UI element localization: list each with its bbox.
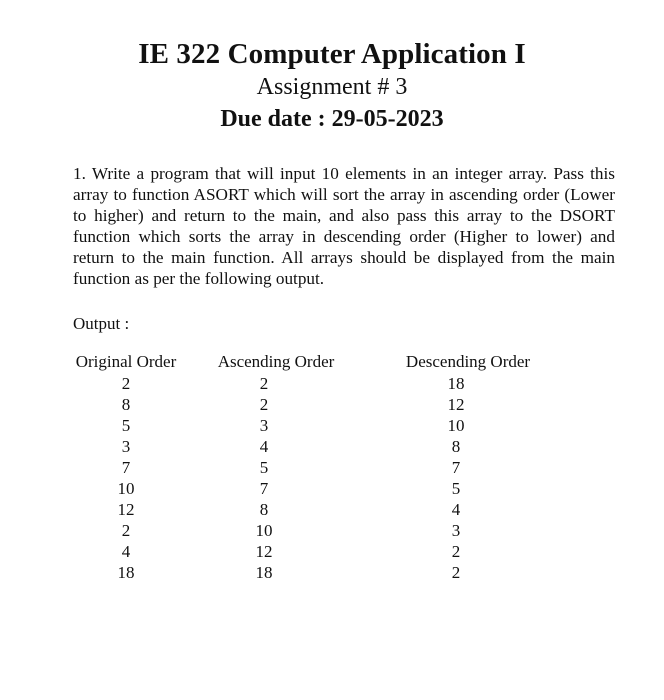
ascending-value: 5 bbox=[259, 458, 269, 477]
original-order-values bbox=[96, 373, 156, 583]
ascending-value: 12 bbox=[255, 542, 273, 561]
descending-value: 10 bbox=[447, 416, 465, 435]
original-value: 2 bbox=[121, 521, 131, 540]
output-label: Output : bbox=[73, 314, 130, 333]
due-date: Due date : 29-05-2023 bbox=[220, 106, 444, 132]
descending-value: 3 bbox=[451, 521, 461, 540]
original-order-header: Original Order bbox=[75, 352, 177, 371]
descending-value: 7 bbox=[451, 458, 461, 477]
original-value: 5 bbox=[121, 416, 131, 435]
ascending-value: 18 bbox=[255, 563, 273, 582]
descending-value: 2 bbox=[451, 563, 461, 582]
descending-value: 4 bbox=[451, 500, 461, 519]
original-value: 10 bbox=[117, 479, 135, 498]
ascending-value: 8 bbox=[259, 500, 269, 519]
ascending-value: 4 bbox=[259, 437, 269, 456]
original-value: 7 bbox=[121, 458, 131, 477]
ascending-order-header: Ascending Order bbox=[217, 352, 335, 371]
document-title: IE 322 Computer Application I bbox=[138, 38, 526, 70]
descending-value: 2 bbox=[451, 542, 461, 561]
descending-value: 18 bbox=[447, 374, 465, 393]
descending-order-values bbox=[426, 373, 486, 583]
ascending-value: 2 bbox=[259, 395, 269, 414]
assignment-subtitle: Assignment # 3 bbox=[256, 74, 408, 100]
ascending-value: 7 bbox=[259, 479, 269, 498]
ascending-value: 3 bbox=[259, 416, 269, 435]
question-text: 1. Write a program that will input 10 elements in an integer array. Pass this array to function ASORT which will sort the array in ascending order (Lower to higher) and return to the main, and also pass this array to the DSORT function which sorts the array in descending order (Higher to lower) and return to the main function. All arrays should be displayed from the main function as per the following output. bbox=[73, 164, 615, 288]
descending-value: 12 bbox=[447, 395, 465, 414]
ascending-value: 2 bbox=[259, 374, 269, 393]
original-value: 8 bbox=[121, 395, 131, 414]
original-value: 4 bbox=[121, 542, 131, 561]
ascending-value: 10 bbox=[255, 521, 273, 540]
original-value: 3 bbox=[121, 437, 131, 456]
ascending-order-values bbox=[234, 373, 294, 583]
original-value: 12 bbox=[117, 500, 135, 519]
original-value: 18 bbox=[117, 563, 135, 582]
descending-value: 8 bbox=[451, 437, 461, 456]
original-value: 2 bbox=[121, 374, 131, 393]
descending-value: 5 bbox=[451, 479, 461, 498]
descending-order-header: Descending Order bbox=[405, 352, 531, 371]
